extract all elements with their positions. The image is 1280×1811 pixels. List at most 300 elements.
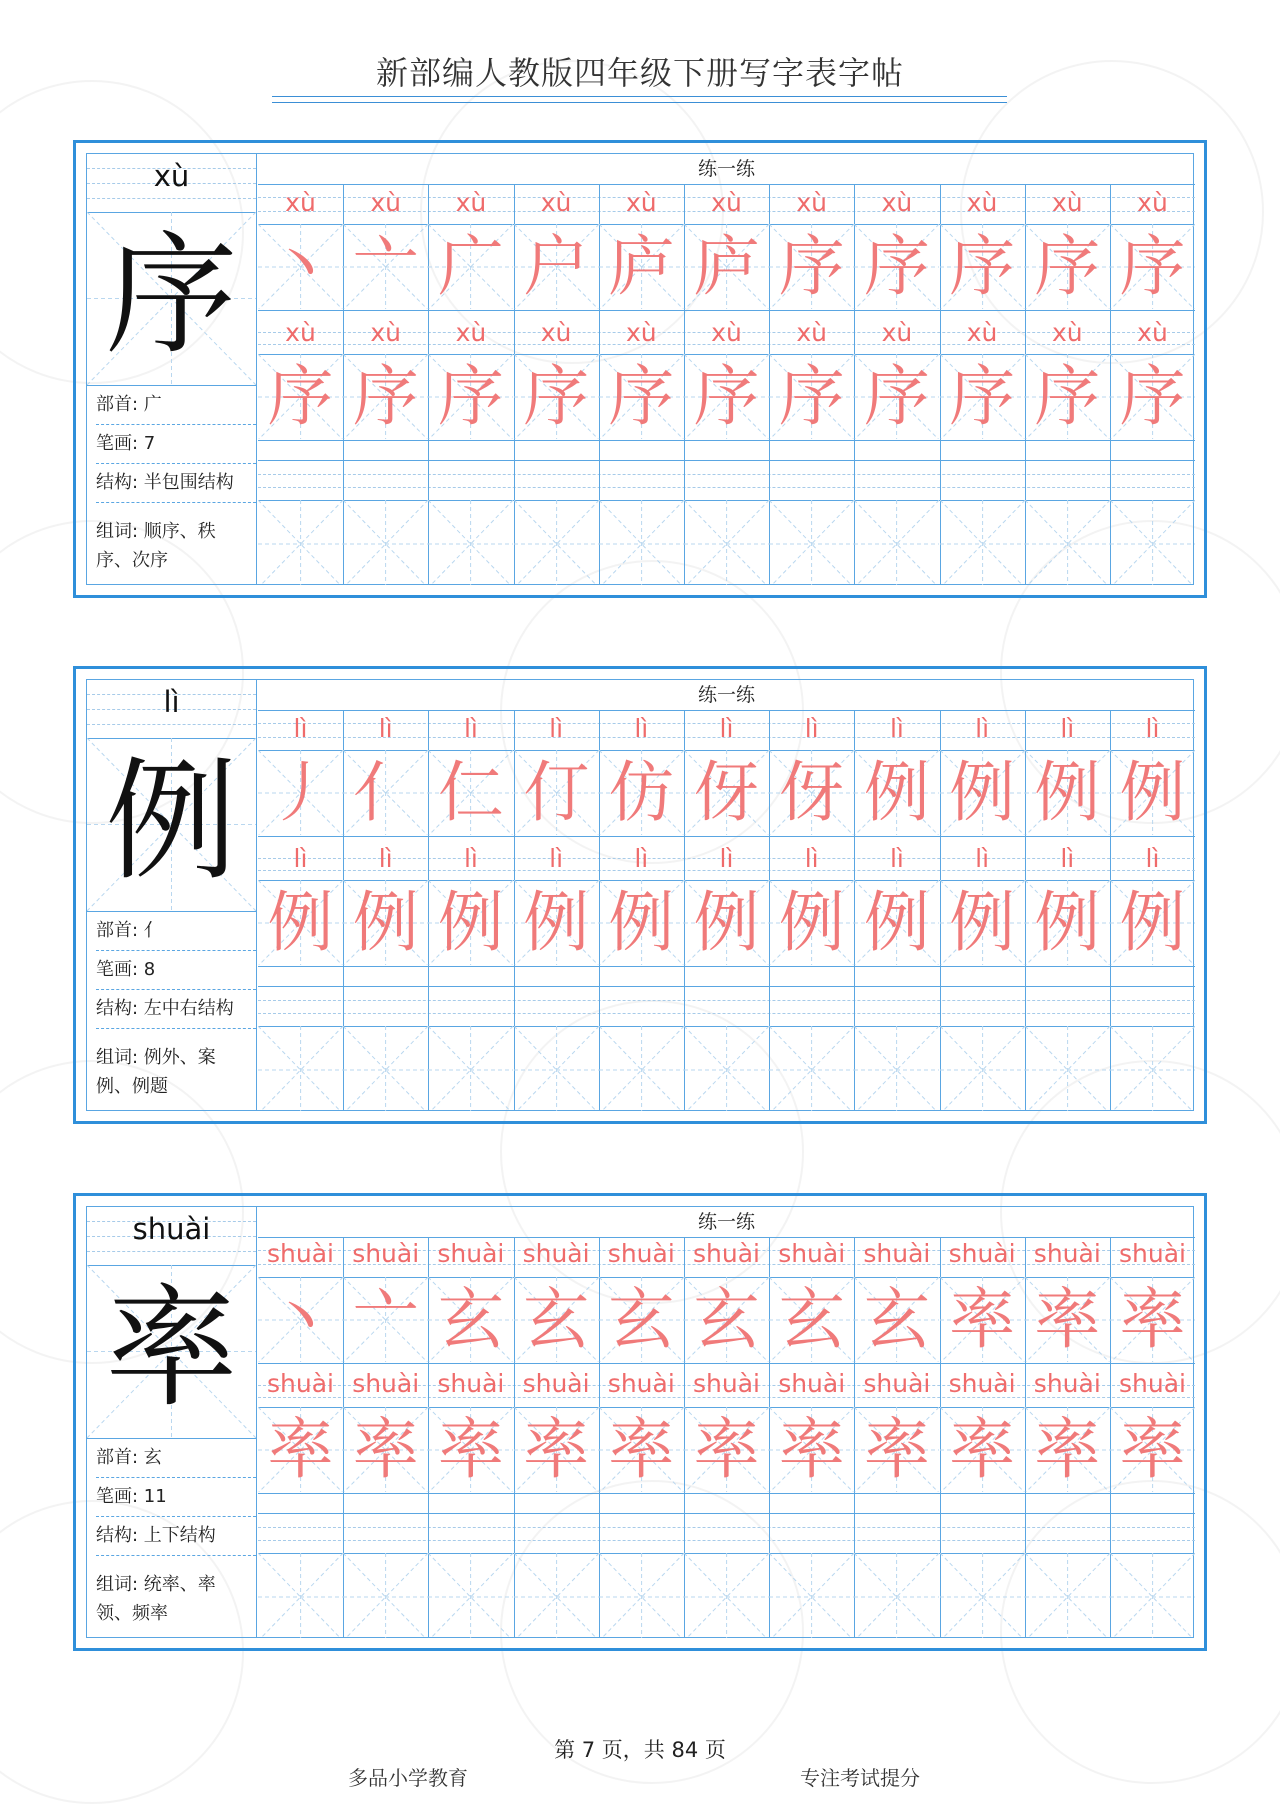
- structure-row-value: 上下结构: [143, 1525, 216, 1546]
- structure-row-value: 左中右结构: [143, 998, 234, 1019]
- character-info-column: [87, 154, 257, 584]
- practice-pinyin-cell: [684, 1367, 769, 1407]
- stroke-order-step: 例: [863, 754, 930, 831]
- practice-pinyin: xù: [540, 188, 572, 217]
- radical-row: [96, 912, 256, 951]
- practice-pinyin: shuài: [352, 1369, 420, 1398]
- practice-pinyin-cell: [343, 314, 428, 354]
- practice-pinyin: lì: [889, 844, 904, 873]
- mi-grid-guide: [940, 1553, 1025, 1638]
- mi-grid-guide: [769, 1553, 854, 1638]
- practice-label: 练一练: [258, 154, 1195, 185]
- character-info-column: [87, 680, 257, 1110]
- practice-pinyin-cell: [769, 314, 854, 354]
- practice-pinyin: lì: [634, 714, 649, 743]
- practice-pinyin-cell: [940, 314, 1025, 354]
- mi-grid-guide: [258, 1553, 343, 1638]
- stroke-count-row-label: 笔画:: [96, 1486, 144, 1507]
- practice-pinyin: xù: [881, 318, 913, 347]
- stroke-count-row-label: 笔画:: [96, 433, 144, 454]
- practice-pinyin-cell: [940, 1367, 1025, 1407]
- stroke-order-step: 序: [1034, 228, 1101, 305]
- stroke-order-step: 庐: [608, 228, 675, 305]
- stroke-order-step: 率: [1034, 1281, 1101, 1358]
- structure-row: [96, 990, 256, 1029]
- practice-pinyin: xù: [370, 188, 401, 217]
- practice-pinyin: xù: [711, 188, 742, 217]
- practice-pinyin: shuài: [778, 1239, 846, 1268]
- mi-grid-guide: [514, 500, 599, 585]
- practice-pinyin-cell: [258, 314, 343, 354]
- trace-character: 率: [949, 1411, 1016, 1488]
- practice-pinyin-cell: [854, 840, 939, 880]
- stroke-count-row-value: 8: [143, 959, 156, 980]
- practice-pinyin-cell: [940, 184, 1025, 224]
- practice-pinyin: xù: [370, 318, 401, 347]
- practice-pinyin-cell: [428, 1237, 513, 1277]
- practice-pinyin: xù: [1051, 318, 1083, 347]
- structure-row-label: 结构:: [96, 998, 144, 1019]
- stroke-count-row: [96, 1478, 256, 1517]
- stroke-order-step: 率: [949, 1281, 1016, 1358]
- title-underline: [272, 96, 1007, 103]
- practice-pinyin-cell: [1110, 184, 1195, 224]
- practice-pinyin: shuài: [863, 1239, 931, 1268]
- character-pinyin: xù: [153, 159, 190, 193]
- practice-pinyin-cell: [684, 1237, 769, 1277]
- mi-grid-guide: [769, 1026, 854, 1111]
- practice-pinyin: xù: [285, 318, 316, 347]
- practice-pinyin-cell: [854, 184, 939, 224]
- radical-row-value: 亻: [143, 920, 162, 941]
- practice-pinyin: shuài: [1119, 1239, 1186, 1268]
- mi-grid-guide: [599, 1553, 684, 1638]
- practice-pinyin-cell: [940, 840, 1025, 880]
- practice-pinyin: lì: [463, 844, 478, 873]
- trace-character: 序: [1119, 358, 1186, 435]
- radical-row: [96, 1439, 256, 1478]
- practice-pinyin: lì: [975, 844, 990, 873]
- practice-pinyin: shuài: [267, 1239, 334, 1268]
- practice-pinyin: shuài: [948, 1239, 1016, 1268]
- trace-character: 序: [523, 358, 590, 435]
- practice-pinyin-cell: [514, 840, 599, 880]
- practice-pinyin-cell: [258, 1367, 343, 1407]
- practice-pinyin-cell: [428, 710, 513, 750]
- practice-pinyin: xù: [796, 318, 827, 347]
- practice-pinyin: lì: [804, 714, 819, 743]
- practice-pinyin-cell: [514, 314, 599, 354]
- mi-grid-guide: [343, 1553, 428, 1638]
- practice-pinyin-cell: [1110, 1237, 1195, 1277]
- practice-pinyin-cell: [343, 1367, 428, 1407]
- stroke-count-row: [96, 951, 256, 990]
- mi-grid-guide: [1025, 500, 1110, 585]
- trace-character: 例: [608, 884, 675, 961]
- trace-character: 例: [949, 884, 1016, 961]
- practice-label: 练一练: [258, 1207, 1195, 1238]
- practice-pinyin-cell: [599, 1367, 684, 1407]
- practice-card: [73, 140, 1207, 598]
- practice-pinyin: lì: [1060, 844, 1075, 873]
- mi-grid-guide: [514, 1026, 599, 1111]
- stroke-order-step: 户: [523, 228, 590, 305]
- trace-character: 例: [1034, 884, 1101, 961]
- stroke-count-row-value: 11: [143, 1486, 167, 1507]
- practice-pinyin-cell: [1110, 314, 1195, 354]
- trace-character: 例: [267, 884, 334, 961]
- stroke-order-step: 丶: [267, 228, 334, 305]
- practice-pinyin: lì: [378, 844, 393, 873]
- trace-character: 序: [949, 358, 1016, 435]
- trace-character: 率: [693, 1411, 760, 1488]
- practice-pinyin-cell: [1025, 710, 1110, 750]
- character-details: [87, 1439, 256, 1658]
- practice-pinyin: lì: [293, 844, 308, 873]
- practice-pinyin: xù: [711, 318, 742, 347]
- practice-pinyin-cell: [514, 1367, 599, 1407]
- practice-pinyin-cell: [599, 184, 684, 224]
- stroke-order-step: 广: [437, 228, 504, 305]
- stroke-order-step: 序: [1119, 228, 1186, 305]
- practice-pinyin-cell: [1025, 314, 1110, 354]
- practice-pinyin-cell: [343, 184, 428, 224]
- footer-brand: 多品小学教育: [348, 1766, 468, 1790]
- practice-pinyin: shuài: [267, 1369, 334, 1398]
- stroke-count-row: [96, 425, 256, 464]
- practice-pinyin: shuài: [437, 1369, 505, 1398]
- mi-grid-guide: [684, 1553, 769, 1638]
- practice-pinyin-cell: [769, 1367, 854, 1407]
- page-number: 第 7 页，共 84 页: [554, 1738, 726, 1762]
- practice-pinyin: lì: [463, 714, 478, 743]
- practice-pinyin-cell: [514, 710, 599, 750]
- practice-card: [73, 666, 1207, 1124]
- practice-pinyin: shuài: [437, 1239, 505, 1268]
- practice-pinyin-cell: [684, 840, 769, 880]
- trace-character: 率: [863, 1411, 930, 1488]
- character-info-column: [87, 1207, 257, 1637]
- practice-pinyin: shuài: [607, 1239, 675, 1268]
- stroke-order-step: 序: [863, 228, 930, 305]
- model-character: 序: [105, 219, 238, 373]
- practice-pinyin-cell: [343, 1237, 428, 1277]
- practice-pinyin: lì: [804, 844, 819, 873]
- practice-pinyin: xù: [1051, 188, 1083, 217]
- practice-pinyin-cell: [599, 1237, 684, 1277]
- practice-pinyin-cell: [599, 840, 684, 880]
- radical-row: [96, 386, 256, 425]
- mi-grid-guide: [854, 1026, 939, 1111]
- structure-row: [96, 1517, 256, 1556]
- words-line-2: 序、次序: [96, 550, 168, 571]
- practice-pinyin-cell: [428, 314, 513, 354]
- words-line-2: 领、频率: [96, 1603, 168, 1624]
- model-character: 例: [105, 745, 238, 899]
- words-line-1: 顺序、秩: [143, 521, 216, 542]
- practice-pinyin-cell: [684, 710, 769, 750]
- mi-grid-guide: [258, 500, 343, 585]
- stroke-order-step: 亻: [352, 754, 419, 831]
- pinyin-box: [87, 1207, 256, 1266]
- words-label: 组词:: [96, 521, 144, 542]
- words-line-1: 例外、案: [143, 1047, 216, 1068]
- radical-row-label: 部首:: [96, 394, 144, 415]
- trace-character: 率: [523, 1411, 590, 1488]
- structure-row-label: 结构:: [96, 472, 144, 493]
- character-details: [87, 386, 256, 605]
- practice-pinyin: shuài: [693, 1239, 760, 1268]
- practice-pinyin-cell: [1110, 1367, 1195, 1407]
- trace-character: 例: [352, 884, 419, 961]
- trace-character: 率: [1119, 1411, 1186, 1488]
- stroke-count-row-label: 笔画:: [96, 959, 144, 980]
- practice-pinyin: lì: [634, 844, 649, 873]
- trace-character: 序: [267, 358, 334, 435]
- stroke-order-step: 例: [1034, 754, 1101, 831]
- character-pinyin: lì: [163, 685, 180, 719]
- words-row: [96, 1556, 256, 1658]
- mi-grid-guide: [428, 1026, 513, 1111]
- stroke-order-step: 玄: [863, 1281, 930, 1358]
- trace-character: 序: [608, 358, 675, 435]
- practice-pinyin-cell: [514, 184, 599, 224]
- stroke-order-step: 例: [949, 754, 1016, 831]
- model-character-box: [87, 738, 256, 912]
- practice-grid: [258, 1207, 1195, 1637]
- pinyin-box: [87, 680, 256, 739]
- trace-character: 例: [693, 884, 760, 961]
- practice-pinyin: xù: [966, 318, 998, 347]
- stroke-order-step: 仁: [437, 754, 504, 831]
- model-character-box: [87, 212, 256, 386]
- practice-pinyin: lì: [549, 714, 564, 743]
- stroke-order-step: 例: [1119, 754, 1186, 831]
- practice-pinyin-cell: [854, 1367, 939, 1407]
- trace-character: 例: [437, 884, 504, 961]
- mi-grid-guide: [1110, 1553, 1195, 1638]
- radical-row-label: 部首:: [96, 920, 144, 941]
- page-title: 新部编人教版四年级下册写字表字帖: [375, 54, 904, 92]
- mi-grid-guide: [1110, 1026, 1195, 1111]
- practice-pinyin-cell: [940, 1237, 1025, 1277]
- practice-card: [73, 1193, 1207, 1651]
- practice-pinyin: xù: [1137, 188, 1168, 217]
- pinyin-box: [87, 154, 256, 213]
- stroke-order-step: 仿: [608, 754, 675, 831]
- stroke-order-step: 序: [949, 228, 1016, 305]
- practice-pinyin-cell: [258, 840, 343, 880]
- practice-pinyin: xù: [1137, 318, 1168, 347]
- practice-pinyin-cell: [428, 184, 513, 224]
- trace-character: 率: [1034, 1411, 1101, 1488]
- trace-character: 序: [352, 358, 419, 435]
- practice-pinyin-cell: [258, 710, 343, 750]
- practice-pinyin: lì: [1060, 714, 1075, 743]
- practice-pinyin: lì: [889, 714, 904, 743]
- practice-pinyin-cell: [599, 314, 684, 354]
- footer-slogan: 专注考试提分: [800, 1766, 920, 1790]
- practice-card-inner: [86, 153, 1194, 585]
- practice-pinyin: lì: [1145, 844, 1160, 873]
- practice-pinyin: lì: [378, 714, 393, 743]
- mi-grid-guide: [684, 1026, 769, 1111]
- words-row: [96, 1029, 256, 1131]
- words-line-2: 例、例题: [96, 1076, 168, 1097]
- stroke-order-step: 玄: [523, 1281, 590, 1358]
- practice-pinyin: lì: [1145, 714, 1160, 743]
- practice-pinyin: shuài: [352, 1239, 420, 1268]
- mi-grid-guide: [854, 500, 939, 585]
- practice-pinyin-cell: [514, 1237, 599, 1277]
- practice-pinyin: shuài: [1119, 1369, 1186, 1398]
- practice-pinyin-cell: [854, 314, 939, 354]
- mi-grid-guide: [343, 500, 428, 585]
- practice-pinyin-cell: [684, 184, 769, 224]
- mi-grid-guide: [1025, 1553, 1110, 1638]
- stroke-order-step: 玄: [693, 1281, 760, 1358]
- trace-character: 率: [778, 1411, 845, 1488]
- practice-pinyin-cell: [1025, 1237, 1110, 1277]
- practice-pinyin: xù: [796, 188, 827, 217]
- practice-pinyin-cell: [258, 184, 343, 224]
- practice-pinyin-cell: [1025, 184, 1110, 224]
- practice-pinyin: lì: [293, 714, 308, 743]
- practice-pinyin: lì: [975, 714, 990, 743]
- trace-character: 例: [778, 884, 845, 961]
- trace-character: 率: [267, 1411, 334, 1488]
- practice-pinyin: xù: [285, 188, 316, 217]
- trace-character: 例: [523, 884, 590, 961]
- practice-pinyin-cell: [343, 710, 428, 750]
- practice-pinyin: lì: [549, 844, 564, 873]
- words-line-1: 统率、率: [143, 1574, 216, 1595]
- structure-row-label: 结构:: [96, 1525, 144, 1546]
- structure-row-value: 半包围结构: [143, 472, 234, 493]
- practice-grid: [258, 154, 1195, 584]
- practice-pinyin-cell: [428, 1367, 513, 1407]
- mi-grid-guide: [428, 1553, 513, 1638]
- practice-pinyin-cell: [684, 314, 769, 354]
- trace-character: 率: [352, 1411, 419, 1488]
- trace-character: 例: [863, 884, 930, 961]
- practice-pinyin-cell: [1025, 1367, 1110, 1407]
- radical-row-value: 玄: [143, 1447, 162, 1468]
- stroke-order-step: 玄: [608, 1281, 675, 1358]
- practice-pinyin-cell: [1110, 710, 1195, 750]
- practice-pinyin: xù: [625, 318, 657, 347]
- mi-grid-guide: [940, 500, 1025, 585]
- trace-character: 序: [863, 358, 930, 435]
- stroke-order-step: 伢: [778, 754, 845, 831]
- practice-pinyin: shuài: [693, 1369, 760, 1398]
- practice-pinyin: xù: [455, 188, 487, 217]
- practice-card-inner: [86, 679, 1194, 1111]
- practice-pinyin-cell: [769, 1237, 854, 1277]
- stroke-order-step: 玄: [778, 1281, 845, 1358]
- stroke-order-step: 丶: [267, 1281, 334, 1358]
- trace-character: 序: [778, 358, 845, 435]
- stroke-order-step: 玄: [437, 1281, 504, 1358]
- practice-pinyin-cell: [1110, 840, 1195, 880]
- words-row: [96, 503, 256, 605]
- mi-grid-guide: [599, 500, 684, 585]
- practice-pinyin: shuài: [778, 1369, 846, 1398]
- stroke-count-row-value: 7: [143, 433, 156, 454]
- mi-grid-guide: [514, 1553, 599, 1638]
- mi-grid-guide: [343, 1026, 428, 1111]
- stroke-order-step: 亠: [352, 1281, 419, 1358]
- practice-pinyin: shuài: [522, 1369, 590, 1398]
- practice-pinyin-cell: [769, 840, 854, 880]
- mi-grid-guide: [854, 1553, 939, 1638]
- trace-character: 率: [437, 1411, 504, 1488]
- practice-pinyin-cell: [854, 1237, 939, 1277]
- practice-pinyin: lì: [719, 714, 734, 743]
- practice-pinyin: xù: [881, 188, 913, 217]
- model-character-box: [87, 1265, 256, 1439]
- practice-pinyin: xù: [966, 188, 998, 217]
- words-label: 组词:: [96, 1047, 144, 1068]
- practice-pinyin: shuài: [522, 1239, 590, 1268]
- practice-pinyin-cell: [940, 710, 1025, 750]
- stroke-order-step: 率: [1119, 1281, 1186, 1358]
- character-details: [87, 912, 256, 1131]
- mi-grid-guide: [258, 1026, 343, 1111]
- practice-pinyin-cell: [1025, 840, 1110, 880]
- mi-grid-guide: [599, 1026, 684, 1111]
- mi-grid-guide: [1110, 500, 1195, 585]
- mi-grid-guide: [1025, 1026, 1110, 1111]
- practice-pinyin: shuài: [863, 1369, 931, 1398]
- practice-pinyin-cell: [258, 1237, 343, 1277]
- practice-pinyin: shuài: [607, 1369, 675, 1398]
- trace-character: 序: [693, 358, 760, 435]
- practice-pinyin: shuài: [948, 1369, 1016, 1398]
- trace-character: 序: [437, 358, 504, 435]
- practice-pinyin-cell: [428, 840, 513, 880]
- stroke-order-step: 仃: [523, 754, 590, 831]
- practice-pinyin-cell: [599, 710, 684, 750]
- mi-grid-guide: [684, 500, 769, 585]
- words-label: 组词:: [96, 1574, 144, 1595]
- practice-pinyin: xù: [540, 318, 572, 347]
- practice-grid: [258, 680, 1195, 1110]
- stroke-order-step: 伢: [693, 754, 760, 831]
- mi-grid-guide: [769, 500, 854, 585]
- practice-card-inner: [86, 1206, 1194, 1638]
- radical-row-value: 广: [143, 394, 162, 415]
- trace-character: 例: [1119, 884, 1186, 961]
- practice-pinyin: lì: [719, 844, 734, 873]
- mi-grid-guide: [940, 1026, 1025, 1111]
- practice-pinyin-cell: [854, 710, 939, 750]
- radical-row-label: 部首:: [96, 1447, 144, 1468]
- stroke-order-step: 庐: [693, 228, 760, 305]
- model-character: 率: [105, 1272, 238, 1426]
- practice-pinyin-cell: [769, 184, 854, 224]
- practice-pinyin: xù: [625, 188, 657, 217]
- practice-pinyin: xù: [455, 318, 487, 347]
- character-pinyin: shuài: [132, 1212, 211, 1246]
- trace-character: 率: [608, 1411, 675, 1488]
- stroke-order-step: 序: [778, 228, 845, 305]
- stroke-order-step: 亠: [352, 228, 419, 305]
- stroke-order-step: 丿: [267, 754, 334, 831]
- structure-row: [96, 464, 256, 503]
- mi-grid-guide: [428, 500, 513, 585]
- practice-pinyin: shuài: [1033, 1369, 1101, 1398]
